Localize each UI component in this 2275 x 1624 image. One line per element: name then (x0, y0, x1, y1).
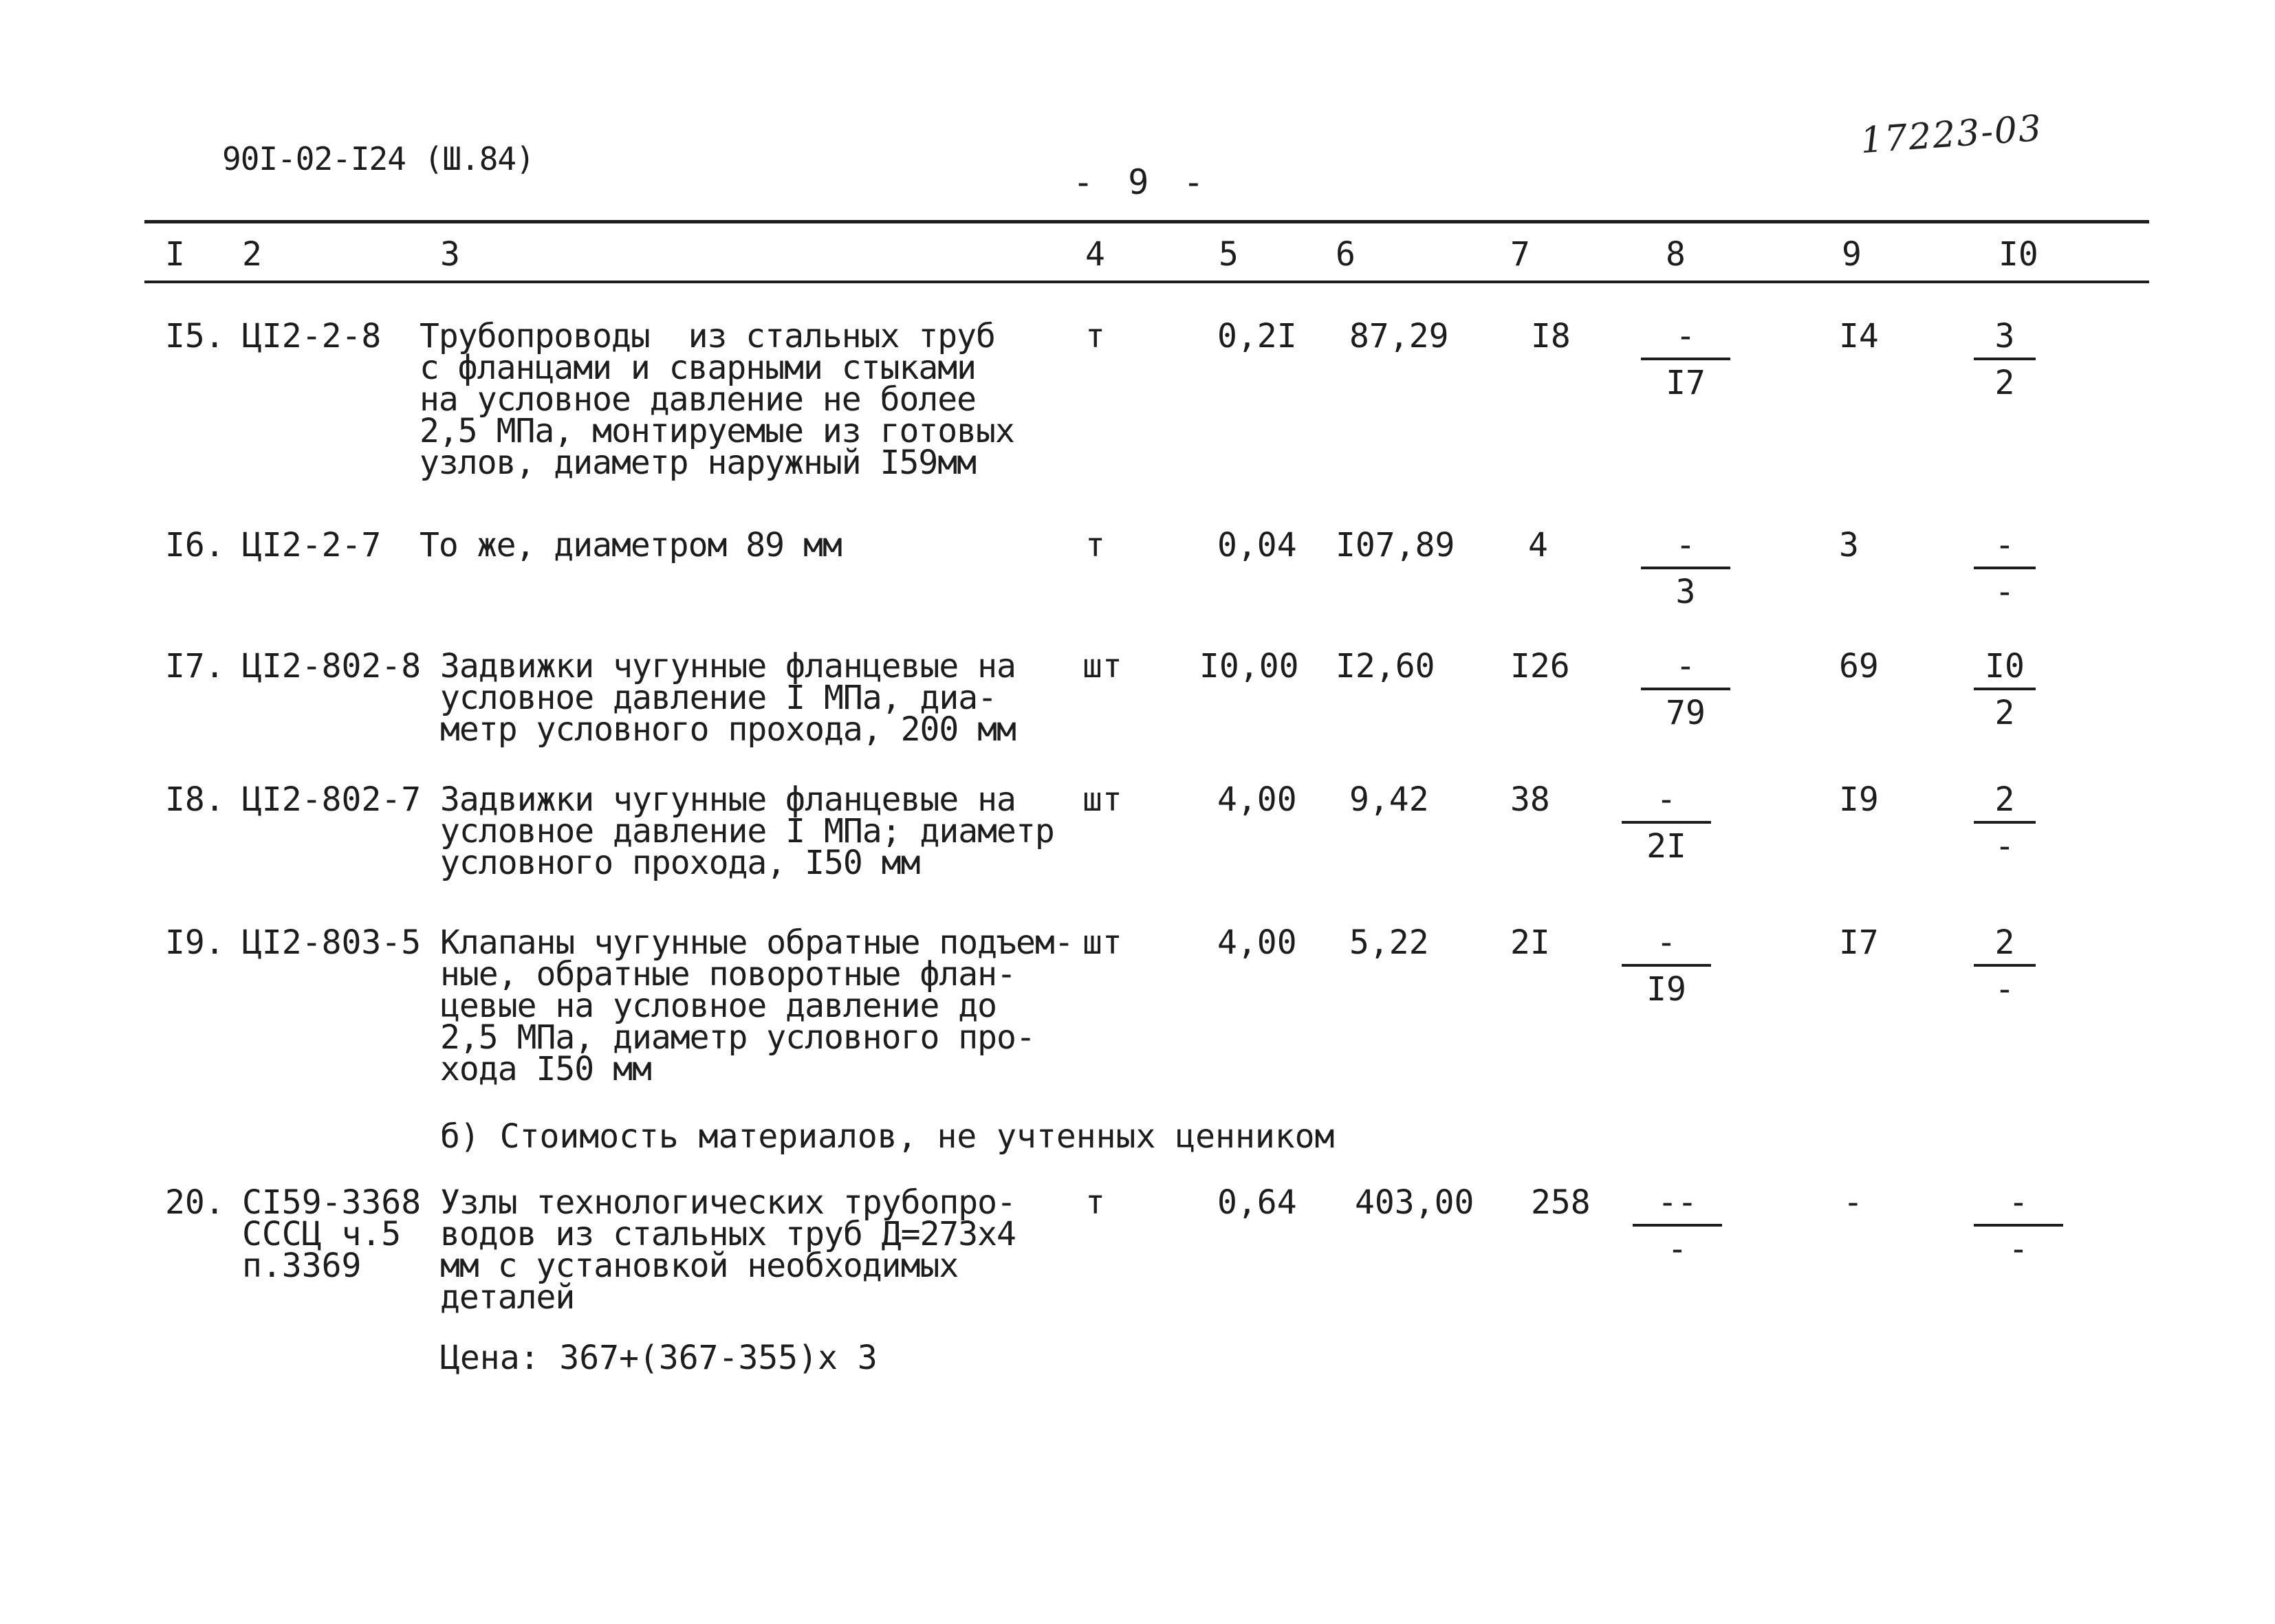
column-header-2: 2 (242, 235, 262, 274)
col10-numerator: - (1994, 526, 2015, 564)
quantity: 0,64 (1217, 1183, 1297, 1222)
price-formula: Цена: 367+(367-355)х 3 (440, 1339, 878, 1377)
unit-price: 9,42 (1349, 780, 1429, 819)
unit-price: 403,00 (1355, 1183, 1474, 1222)
unit-price: I2,60 (1336, 647, 1435, 685)
total-cost: 38 (1510, 780, 1550, 819)
col8-numerator: -- (1657, 1183, 1697, 1222)
unit: шт (1082, 780, 1122, 819)
price-code: ЦI2-2-7 (242, 526, 382, 564)
price-code: CI59-3368 СССЦ ч.5 п.3369 (242, 1183, 422, 1285)
col8-fraction (1641, 647, 1730, 732)
column-header-8: 8 (1666, 235, 1686, 274)
unit: шт (1082, 647, 1122, 685)
row-number: I8. (165, 780, 225, 819)
price-code: ЦI2-802-8 (242, 647, 422, 685)
col8-denominator: I9 (1646, 970, 1686, 1009)
col8-denominator: I7 (1666, 364, 1706, 402)
unit-price: 5,22 (1349, 923, 1429, 962)
row-description: Задвижки чугунные фланцевые на условное давление I МПа, диа- метр условного прохода, 200 мм (440, 647, 1016, 749)
col9-value: I7 (1839, 923, 1879, 962)
row-number: I5. (165, 317, 225, 355)
col9-value: I4 (1839, 317, 1879, 355)
unit: т (1085, 1183, 1105, 1222)
col9-value: 3 (1839, 526, 1859, 564)
col9-value: 69 (1839, 647, 1879, 685)
row-number: I7. (165, 647, 225, 685)
col10-fraction (1974, 780, 2036, 866)
col10-fraction (1974, 317, 2036, 402)
col8-numerator: - (1675, 317, 1696, 355)
col8-numerator: - (1675, 647, 1696, 685)
col8-denominator: - (1667, 1230, 1688, 1269)
col8-denominator: 2I (1646, 827, 1686, 866)
col10-fraction (1974, 526, 2036, 611)
row-number: 20. (165, 1183, 225, 1222)
col8-numerator: - (1656, 923, 1677, 962)
column-header-10: I0 (1999, 235, 2038, 274)
section-heading: б) Стоимость материалов, не учтенных ценником (440, 1117, 1335, 1156)
price-code: ЦI2-2-8 (242, 317, 382, 355)
price-code: ЦI2-802-7 (242, 780, 422, 819)
header-rule-top (144, 220, 2149, 223)
unit-price: 87,29 (1349, 317, 1449, 355)
fraction-bar (1974, 358, 2036, 360)
page-number: - 9 - (1073, 162, 1211, 202)
row-description: То же, диаметром 89 мм (420, 526, 842, 564)
fraction-bar (1974, 567, 2036, 569)
col10-denominator: 2 (1994, 694, 2015, 732)
total-cost: 258 (1531, 1183, 1591, 1222)
row-number: I9. (165, 923, 225, 962)
total-cost: I8 (1531, 317, 1571, 355)
fraction-bar (1641, 358, 1730, 360)
col10-fraction (1974, 647, 2036, 732)
col8-fraction (1641, 317, 1730, 402)
col8-numerator: - (1656, 780, 1677, 819)
quantity: 4,00 (1217, 780, 1297, 819)
row-description: Узлы технологических трубопро- водов из стальных труб Д=273х4 мм с установкой необходимых деталей (440, 1183, 1016, 1317)
fraction-bar (1622, 964, 1711, 967)
fraction-bar (1974, 821, 2036, 824)
total-cost: 2I (1510, 923, 1550, 962)
col10-numerator: - (2008, 1183, 2029, 1222)
fraction-bar (1641, 688, 1730, 690)
col10-denominator: 2 (1994, 364, 2015, 402)
col10-numerator: 3 (1994, 317, 2015, 355)
column-header-1: I (165, 235, 185, 274)
column-header-9: 9 (1842, 235, 1862, 274)
header-rule-bottom (144, 281, 2149, 283)
col9-value: - (1843, 1183, 1863, 1222)
fraction-bar (1974, 688, 2036, 690)
fraction-bar (1974, 1224, 2063, 1227)
col10-denominator: - (2008, 1230, 2029, 1269)
col10-numerator: 2 (1994, 780, 2015, 819)
unit: т (1085, 526, 1105, 564)
col8-denominator: 79 (1666, 694, 1706, 732)
total-cost: I26 (1510, 647, 1570, 685)
col8-fraction (1641, 526, 1730, 611)
fraction-bar (1641, 567, 1730, 569)
col10-fraction (1974, 923, 2036, 1009)
fraction-bar (1633, 1224, 1722, 1227)
fraction-bar (1622, 821, 1711, 824)
column-header-3: 3 (440, 235, 460, 274)
col8-fraction (1622, 923, 1711, 1009)
unit: т (1085, 317, 1105, 355)
quantity: 0,04 (1217, 526, 1297, 564)
col10-denominator: - (1994, 970, 2015, 1009)
document-code: 90I-02-I24 (Ш.84) (222, 140, 534, 177)
column-header-7: 7 (1510, 235, 1530, 274)
quantity: 4,00 (1217, 923, 1297, 962)
row-number: I6. (165, 526, 225, 564)
col10-fraction (1974, 1183, 2063, 1269)
handwritten-sheet-number: 17223-03 (1859, 107, 2044, 162)
row-description: Клапаны чугунные обратные подъем- ные, обратные поворотные флан- цевые на условное давление до 2,5 МПа, диаметр условного про- хода I50 мм (440, 923, 1074, 1088)
quantity: I0,00 (1199, 647, 1299, 685)
unit-price: I07,89 (1336, 526, 1455, 564)
col9-value: I9 (1839, 780, 1879, 819)
col8-numerator: - (1675, 526, 1696, 564)
fraction-bar (1974, 964, 2036, 967)
quantity: 0,2I (1217, 317, 1297, 355)
row-description: Задвижки чугунные фланцевые на условное давление I МПа; диаметр условного прохода, I50 мм (440, 780, 1054, 882)
column-header-6: 6 (1336, 235, 1356, 274)
col8-fraction (1633, 1183, 1722, 1269)
column-header-4: 4 (1085, 235, 1105, 274)
column-header-5: 5 (1219, 235, 1239, 274)
col8-fraction (1622, 780, 1711, 866)
total-cost: 4 (1528, 526, 1548, 564)
col10-numerator: 2 (1994, 923, 2015, 962)
row-description: Трубопроводы из стальных труб с фланцами и сварными стыками на условное давление не более 2,5 МПа, монтируемые из готовых узлов, диаметр наружный I59мм (420, 317, 1014, 482)
col10-numerator: I0 (1985, 647, 2025, 685)
col8-denominator: 3 (1675, 573, 1696, 611)
col10-denominator: - (1994, 573, 2015, 611)
unit: шт (1082, 923, 1122, 962)
price-code: ЦI2-803-5 (242, 923, 422, 962)
col10-denominator: - (1994, 827, 2015, 866)
